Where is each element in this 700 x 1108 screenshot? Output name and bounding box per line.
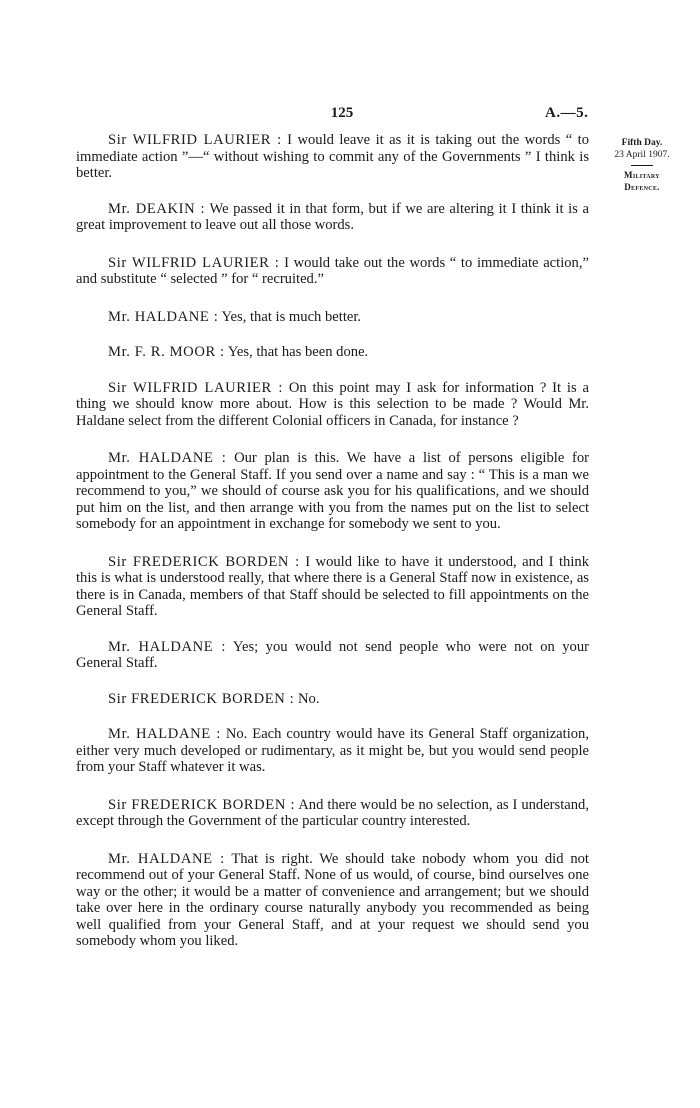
- margin-note-date: 23 April 1907.: [614, 150, 670, 160]
- paragraph-7: [76, 450, 589, 533]
- margin-note-day: Fifth Day.: [621, 138, 663, 148]
- paragraph-6: [76, 380, 589, 430]
- speech-text: I would leave it as it is taking out the words “ to immediate action ”—“ without wishing to commit any of the Governments ” I think is better.: [76, 132, 589, 181]
- speech-text: On this point may I ask for information ? It is a thing we should know more about. How is this selection to be made ? Would Mr. Haldane select from the different Colonial officers in Canada, for instance ?: [76, 379, 589, 429]
- paragraph-12: [76, 797, 589, 830]
- speech-text: And there would be no selection, as I understand, except through the Government of the particular country interested.: [76, 796, 589, 829]
- paragraph-9: [76, 639, 589, 672]
- speech-text: I would take out the words “ to immediate action,” and substitute “ selected ” for “ recruited.”: [76, 254, 589, 287]
- paragraph-2: [76, 201, 589, 234]
- page-number: 125: [330, 105, 354, 121]
- paragraph-1: [76, 132, 589, 182]
- speaker-name: Sir FREDERICK BORDEN :: [108, 796, 296, 813]
- paragraph-13: [76, 851, 589, 950]
- paragraph-10: [76, 691, 589, 708]
- speech-text: That is right. We should take nobody whom you did not recommend out of your General Staff. None of us would, of course, bind ourselves one way or the other; it would be a matter of convenience and arrangement; but we should take over here in the ordinary course naturally anybody you recommended as being well qualified from your General Staff, and at your request we should send you somebody whom you liked.: [76, 850, 589, 949]
- speaker-name: Mr. HALDANE :: [108, 308, 219, 325]
- speaker-name: Mr. DEAKIN :: [108, 200, 206, 217]
- document-reference: A.—5.: [545, 105, 589, 121]
- speaker-name: Mr. HALDANE :: [108, 450, 227, 466]
- paragraph-11: [76, 726, 589, 776]
- margin-note-divider: [631, 165, 653, 166]
- paragraph-3: [76, 255, 589, 288]
- margin-note: [598, 137, 686, 193]
- speaker-name: Sir WILFRID LAURIER :: [108, 379, 283, 396]
- speech-text: No. Each country would have its General Staff organization, either very much developed or rudimentary, as it might be, but you would send people from your Staff whatever it was.: [76, 726, 589, 775]
- paragraph-5: [76, 344, 589, 361]
- speaker-name: Mr. HALDANE :: [108, 638, 226, 655]
- speaker-name: Mr. F. R. MOOR :: [108, 344, 225, 360]
- speaker-name: Mr. HALDANE :: [108, 850, 225, 867]
- speech-text: Yes, that is much better.: [221, 308, 362, 325]
- speaker-name: Sir WILFRID LAURIER :: [108, 132, 282, 148]
- margin-note-topic-line2: Defence.: [624, 182, 660, 192]
- speech-text: We passed it in that form, but if we are altering it I think it is a great improvement to leave out all those words.: [76, 200, 589, 233]
- paragraph-4: [76, 309, 589, 326]
- speech-text: Our plan is this. We have a list of persons eligible for appointment to the General Staff. If you send over a name and say : “ This is a man we recommend to you,” we should of course ask you for his qualifications, and we should put him on the list, and then arrange with you from the names put on the list to select somebody for an appointment in exchange for somebody we sent to you.: [76, 450, 590, 532]
- speaker-name: Sir FREDERICK BORDEN :: [108, 553, 300, 570]
- speech-text: Yes, that has been done.: [227, 344, 369, 360]
- transcript-body: [76, 132, 589, 950]
- speaker-name: Sir FREDERICK BORDEN :: [108, 690, 295, 707]
- speaker-name: Sir WILFRID LAURIER :: [108, 254, 280, 271]
- paragraph-8: [76, 554, 589, 620]
- speaker-name: Mr. HALDANE :: [108, 726, 221, 742]
- speech-text: No.: [297, 690, 320, 707]
- margin-note-topic-line1: Military: [624, 170, 660, 180]
- speech-text: I would like to have it understood, and I think this is what is understood really, that where there is a General Staff now in existence, as there is in Canada, members of that Staff should be selected to fill appointments on the General Staff.: [76, 553, 589, 619]
- speech-text: Yes; you would not send people who were not on your General Staff.: [76, 638, 589, 671]
